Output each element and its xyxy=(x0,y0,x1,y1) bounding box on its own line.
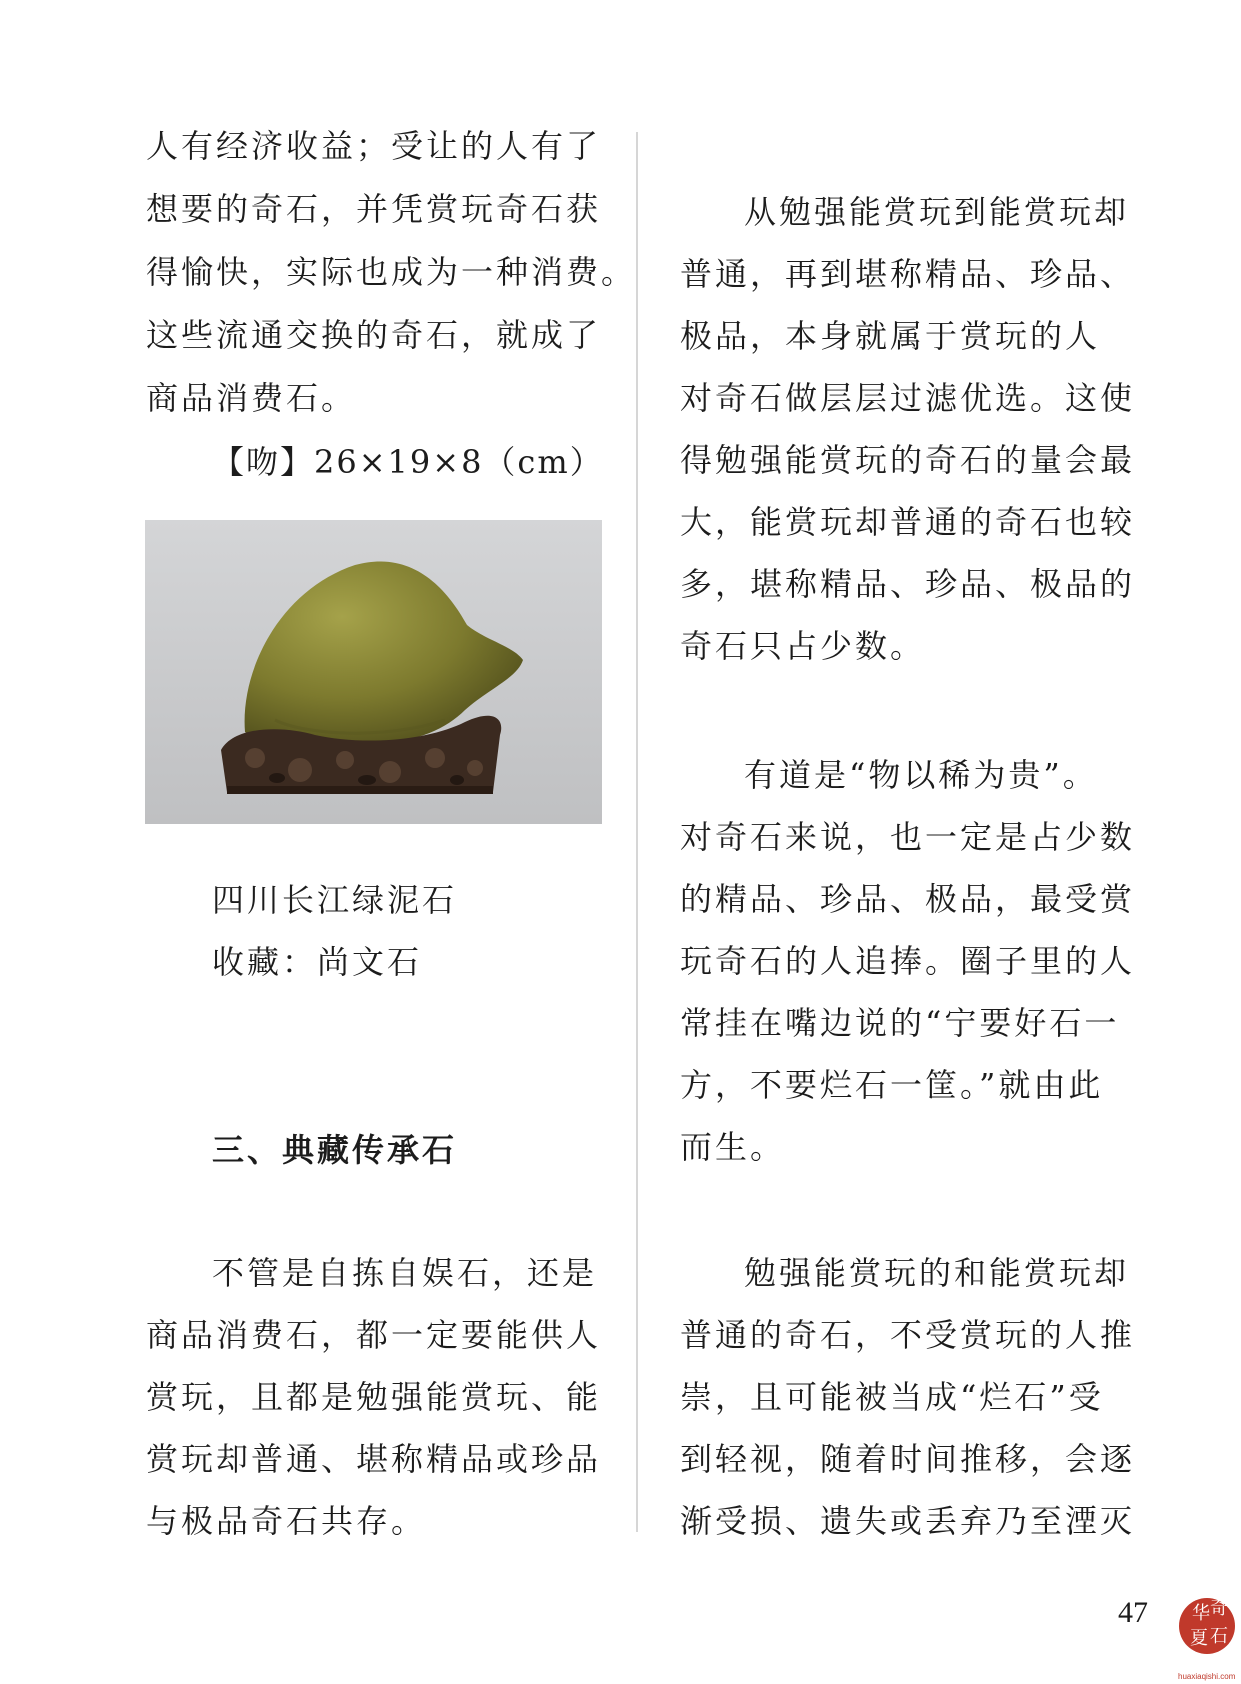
body-text-line: 赏玩却普通、堪称精品或珍品 xyxy=(146,1440,602,1478)
body-text-line: 到轻视，随着时间推移，会逐 xyxy=(680,1440,1136,1478)
svg-text:华: 华 xyxy=(1192,1603,1210,1624)
body-text-line: 勉强能赏玩的和能赏玩却 xyxy=(744,1254,1130,1292)
body-text-line: 从勉强能赏玩到能赏玩却 xyxy=(744,193,1130,231)
stone-photo xyxy=(145,520,602,824)
body-text-line: 而生。 xyxy=(680,1128,786,1166)
body-text-line: 有道是“物以稀为贵”。 xyxy=(744,756,1098,794)
photo-caption-name: 四川长江绿泥石 xyxy=(212,881,458,919)
stone-image xyxy=(145,520,602,824)
svg-text:夏: 夏 xyxy=(1190,1628,1208,1649)
body-text-line: 商品消费石。 xyxy=(146,379,357,417)
body-text-line: 多，堪称精品、珍品、极品的 xyxy=(680,565,1136,603)
body-text-line: 普通，再到堪称精品、珍品、 xyxy=(680,255,1136,293)
site-logo xyxy=(1176,1586,1238,1678)
body-text-line: 人有经济收益；受让的人有了 xyxy=(146,127,602,165)
body-text-line: 商品消费石，都一定要能供人 xyxy=(146,1316,602,1354)
svg-text:石: 石 xyxy=(1210,1626,1228,1647)
svg-text:奇: 奇 xyxy=(1210,1598,1228,1619)
body-text-line: 普通的奇石，不受赏玩的人推 xyxy=(680,1316,1136,1354)
body-text-line: 的精品、珍品、极品，最受赏 xyxy=(680,880,1136,918)
body-text-line: 想要的奇石，并凭赏玩奇石获 xyxy=(146,190,602,228)
body-text-line: 大，能赏玩却普通的奇石也较 xyxy=(680,503,1136,541)
column-divider xyxy=(636,132,638,1532)
photo-caption-collection: 收藏：尚文石 xyxy=(212,943,423,981)
body-text-line: 常挂在嘴边说的“宁要好石一 xyxy=(680,1004,1120,1042)
logo-url: huaxiaqishi.com xyxy=(1178,1672,1236,1681)
body-text-line: 崇，且可能被当成“烂石”受 xyxy=(680,1378,1104,1416)
body-text-line: 渐受损、遗失或丢弃乃至湮灭 xyxy=(680,1502,1136,1540)
body-text-line: 得愉快，实际也成为一种消费。 xyxy=(146,253,637,291)
body-text-line: 对奇石来说，也一定是占少数 xyxy=(680,818,1136,856)
page-number: 47 xyxy=(1118,1596,1148,1629)
body-text-line: 这些流通交换的奇石，就成了 xyxy=(146,316,602,354)
body-text-line: 方，不要烂石一筐。”就由此 xyxy=(680,1066,1104,1104)
body-text-line: 得勉强能赏玩的奇石的量会最 xyxy=(680,441,1136,479)
section-heading: 三、典藏传承石 xyxy=(212,1131,458,1169)
body-text-line: 极品，本身就属于赏玩的人 xyxy=(680,317,1101,355)
body-text-line: 不管是自拣自娱石，还是 xyxy=(212,1254,598,1292)
body-text-line: 赏玩，且都是勉强能赏玩、能 xyxy=(146,1378,602,1416)
seal-icon xyxy=(1176,1586,1238,1678)
body-text-line: 对奇石做层层过滤优选。这使 xyxy=(680,379,1136,417)
body-text-line: 与极品奇石共存。 xyxy=(146,1502,427,1540)
body-text-line: 奇石只占少数。 xyxy=(680,627,926,665)
specimen-title: 【吻】26×19×8（cm） xyxy=(212,443,604,481)
body-text-line: 玩奇石的人追捧。圈子里的人 xyxy=(680,942,1136,980)
